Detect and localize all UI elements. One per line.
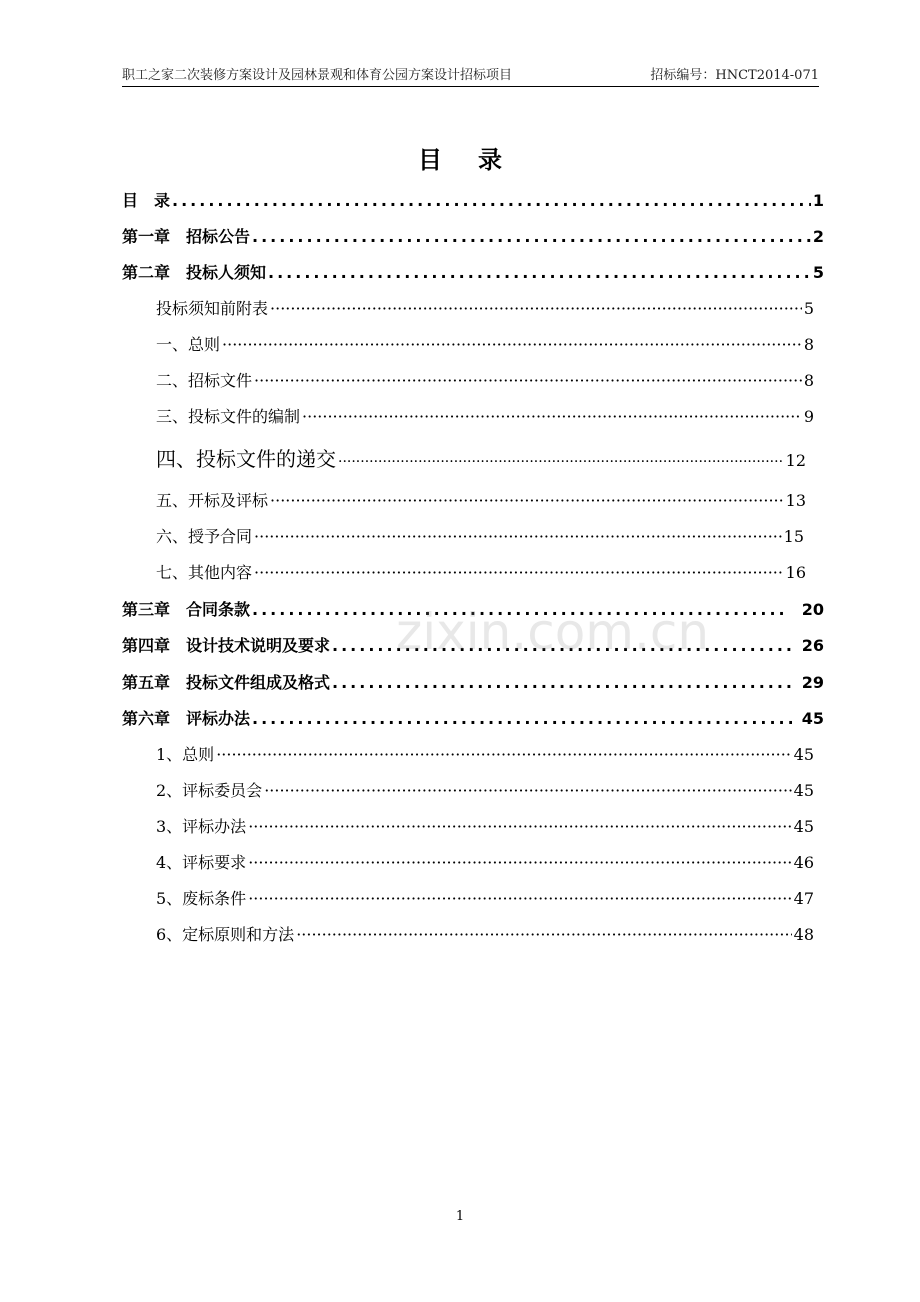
toc-entry-contents[interactable]	[122, 190, 824, 212]
toc-entry-section[interactable]	[156, 446, 806, 475]
toc-entry-section[interactable]	[156, 370, 814, 392]
toc-entry-page: 8	[803, 335, 814, 354]
toc-entry-page: 45	[801, 709, 824, 728]
toc-entry-section[interactable]	[156, 744, 814, 766]
toc-title: 目录	[418, 145, 538, 174]
toc-entry-chapter-2[interactable]	[122, 262, 824, 284]
toc-leader	[254, 370, 802, 392]
page-number: 1	[455, 1209, 465, 1224]
toc-leader	[252, 708, 792, 730]
toc-entry-label: 五、开标及评标	[156, 491, 269, 510]
toc-entry-page: 45	[793, 745, 814, 764]
toc-entry-page: 2	[812, 227, 824, 246]
toc-leader	[302, 406, 802, 428]
toc-entry-page: 9	[803, 407, 814, 426]
toc-entry-label: 6、定标原则和方法	[156, 925, 295, 944]
toc-entry-label: 七、其他内容	[156, 563, 253, 582]
toc-entry-section[interactable]	[156, 924, 814, 946]
toc-leader	[270, 490, 784, 512]
toc-leader	[248, 816, 791, 838]
toc-entry-page: 29	[801, 673, 824, 692]
toc-entry-page: 20	[801, 600, 824, 619]
toc-entry-page: 45	[793, 781, 814, 800]
toc-entry-label: 4、评标要求	[156, 853, 247, 872]
toc-entry-section[interactable]	[156, 816, 814, 838]
toc-entry-page: 16	[785, 563, 806, 582]
toc-leader	[296, 924, 791, 946]
toc-leader	[264, 780, 791, 802]
toc-entry-section[interactable]	[156, 526, 804, 548]
toc-entry-section[interactable]	[156, 852, 814, 874]
toc-leader	[254, 562, 784, 584]
toc-entry-section[interactable]	[156, 888, 814, 910]
toc-entry-label: 第五章 投标文件组成及格式	[122, 673, 331, 692]
toc-entry-page: 1	[812, 191, 824, 210]
toc-leader	[332, 635, 792, 657]
toc-leader	[338, 449, 784, 475]
toc-entry-label: 三、投标文件的编制	[156, 407, 301, 426]
toc-leader	[216, 744, 791, 766]
toc-entry-page: 13	[785, 491, 806, 510]
page-header	[122, 66, 819, 87]
toc-leader	[248, 852, 791, 874]
toc-leader	[252, 599, 784, 621]
toc-entry-chapter-3[interactable]	[122, 599, 824, 621]
toc-entry-label: 六、授予合同	[156, 527, 253, 546]
toc-entry-label: 第六章 评标办法	[122, 709, 251, 728]
watermark: zixin.com.cn	[396, 603, 710, 661]
toc-entry-label: 第四章 设计技术说明及要求	[122, 636, 331, 655]
toc-entry-label: 2、评标委员会	[156, 781, 263, 800]
toc-leader	[270, 298, 802, 320]
toc-entry-label: 一、总则	[156, 335, 221, 354]
toc-entry-section[interactable]	[156, 780, 814, 802]
toc-entry-label: 四、投标文件的递交	[156, 447, 336, 471]
toc-entry-label: 投标须知前附表	[156, 299, 269, 318]
toc-entry-label: 目 录	[122, 191, 171, 210]
toc-entry-label: 1、总则	[156, 745, 215, 764]
toc-entry-page: 8	[803, 371, 814, 390]
toc-entry-chapter-4[interactable]	[122, 635, 824, 657]
toc-entry-chapter-1[interactable]	[122, 226, 824, 248]
toc-leader	[332, 672, 792, 694]
toc-entry-page: 5	[812, 263, 824, 282]
header-tender-number: 招标编号：HNCT2014-071	[650, 68, 819, 83]
header-project-title: 职工之家二次装修方案设计及园林景观和体育公园方案设计招标项目	[122, 68, 513, 83]
toc-entry-chapter-5[interactable]	[122, 672, 824, 694]
toc-entry-page: 46	[793, 853, 814, 872]
toc-entry-page: 47	[793, 889, 814, 908]
toc-leader	[252, 226, 811, 248]
toc-entry-page: 45	[793, 817, 814, 836]
toc-leader	[254, 526, 782, 548]
toc-leader	[268, 262, 811, 284]
toc-entry-section[interactable]	[156, 406, 814, 428]
toc-entry-chapter-6[interactable]	[122, 708, 824, 730]
toc-entry-section[interactable]	[156, 562, 806, 584]
toc-entry-page: 26	[801, 636, 824, 655]
toc-entry-section[interactable]	[156, 490, 806, 512]
toc-entry-label: 第一章 招标公告	[122, 227, 251, 246]
toc-entry-section[interactable]	[156, 334, 814, 356]
toc-entry-label: 二、招标文件	[156, 371, 253, 390]
toc-entry-label: 5、废标条件	[156, 889, 247, 908]
toc-leader	[172, 190, 811, 212]
toc-entry-page: 5	[803, 299, 814, 318]
toc-leader	[222, 334, 802, 356]
toc-entry-page: 15	[783, 527, 804, 546]
toc-entry-label: 3、评标办法	[156, 817, 247, 836]
toc-entry-section[interactable]	[156, 298, 814, 320]
toc-entry-label: 第二章 投标人须知	[122, 263, 267, 282]
toc-entry-page: 48	[793, 925, 814, 944]
toc-entry-label: 第三章 合同条款	[122, 600, 251, 619]
toc-leader	[248, 888, 791, 910]
toc-entry-page: 12	[785, 451, 806, 470]
